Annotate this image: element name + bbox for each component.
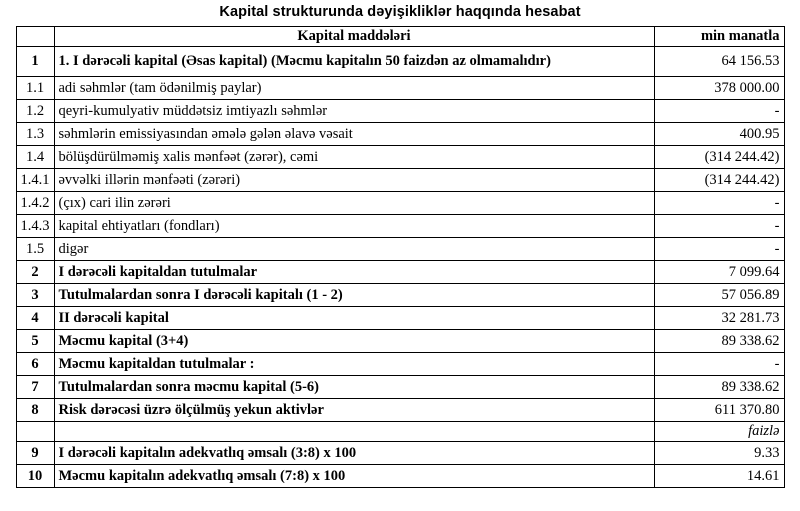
table-row [16,353,784,376]
row-item-label: II dərəcəli kapital [54,307,654,330]
unit-row-number-cell [16,422,54,442]
row-item-label: Məcmu kapital (3+4) [54,330,654,353]
column-header-number [16,27,54,47]
row-value: - [654,238,784,261]
row-number: 9 [16,442,54,465]
row-value: 9.33 [654,442,784,465]
row-item-label: əvvəlki illərin mənfəəti (zərəri) [54,169,654,192]
table-row [16,261,784,284]
row-value: 400.95 [654,123,784,146]
row-number: 5 [16,330,54,353]
row-number: 1.1 [16,77,54,100]
row-value: 64 156.53 [654,47,784,77]
table-header [16,27,784,47]
table-row [16,215,784,238]
column-header-value: min manatla [654,27,784,47]
row-number: 1.4.1 [16,169,54,192]
table-row [16,100,784,123]
row-value: - [654,215,784,238]
row-number: 1.5 [16,238,54,261]
row-value: 89 338.62 [654,330,784,353]
row-item-label: digər [54,238,654,261]
row-item-label: 1. I dərəcəli kapital (Əsas kapital) (Məcmu kapitalın 50 faizdən az olmamalıdır) [54,47,654,77]
row-value: 57 056.89 [654,284,784,307]
table-row [16,307,784,330]
table-row [16,442,784,465]
row-item-label: adi səhmlər (tam ödənilmiş paylar) [54,77,654,100]
row-number: 10 [16,465,54,488]
row-item-label: bölüşdürülməmiş xalis mənfəət (zərər), cəmi [54,146,654,169]
row-number: 1 [16,47,54,77]
unit-row [16,422,784,442]
table-row [16,238,784,261]
row-item-label: Tutulmalardan sonra məcmu kapital (5-6) [54,376,654,399]
row-value: (314 244.42) [654,146,784,169]
table-row [16,192,784,215]
row-value: (314 244.42) [654,169,784,192]
table-header-row [16,27,784,47]
row-value: 89 338.62 [654,376,784,399]
column-header-item: Kapital maddələri [54,27,654,47]
capital-structure-table [16,26,785,488]
row-number: 1.3 [16,123,54,146]
row-number: 8 [16,399,54,422]
row-number: 3 [16,284,54,307]
row-item-label: qeyri-kumulyativ müddətsiz imtiyazlı səhmlər [54,100,654,123]
row-value: 611 370.80 [654,399,784,422]
row-item-label: kapital ehtiyatları (fondları) [54,215,654,238]
row-item-label: səhmlərin emissiyasından əmələ gələn əlavə vəsait [54,123,654,146]
table-row [16,47,784,77]
row-item-label: (çıx) cari ilin zərəri [54,192,654,215]
row-value: 32 281.73 [654,307,784,330]
table-row [16,284,784,307]
table-row [16,376,784,399]
table-row [16,123,784,146]
row-value: 14.61 [654,465,784,488]
row-item-label: Risk dərəcəsi üzrə ölçülmüş yekun aktivlər [54,399,654,422]
row-item-label: Tutulmalardan sonra I dərəcəli kapitalı (1 - 2) [54,284,654,307]
row-value: - [654,353,784,376]
row-number: 4 [16,307,54,330]
table-row [16,465,784,488]
page-title: Kapital strukturunda dəyişikliklər haqqında hesabat [219,4,581,20]
row-value: 378 000.00 [654,77,784,100]
row-value: - [654,192,784,215]
table-row [16,77,784,100]
row-number: 7 [16,376,54,399]
row-item-label: I dərəcəli kapitalın adekvatlıq əmsalı (3:8) x 100 [54,442,654,465]
row-item-label: I dərəcəli kapitaldan tutulmalar [54,261,654,284]
table-row [16,146,784,169]
row-item-label: Məcmu kapitaldan tutulmalar : [54,353,654,376]
row-number: 1.4.2 [16,192,54,215]
row-number: 2 [16,261,54,284]
row-value: 7 099.64 [654,261,784,284]
row-value: - [654,100,784,123]
row-number: 1.2 [16,100,54,123]
table-body [16,47,784,488]
row-item-label: Məcmu kapitalın adekvatlıq əmsalı (7:8) x 100 [54,465,654,488]
unit-row-spacer [54,422,654,442]
row-number: 1.4 [16,146,54,169]
table-row [16,399,784,422]
unit-row-label: faizlə [654,422,784,442]
table-row [16,330,784,353]
table-row [16,169,784,192]
row-number: 6 [16,353,54,376]
row-number: 1.4.3 [16,215,54,238]
